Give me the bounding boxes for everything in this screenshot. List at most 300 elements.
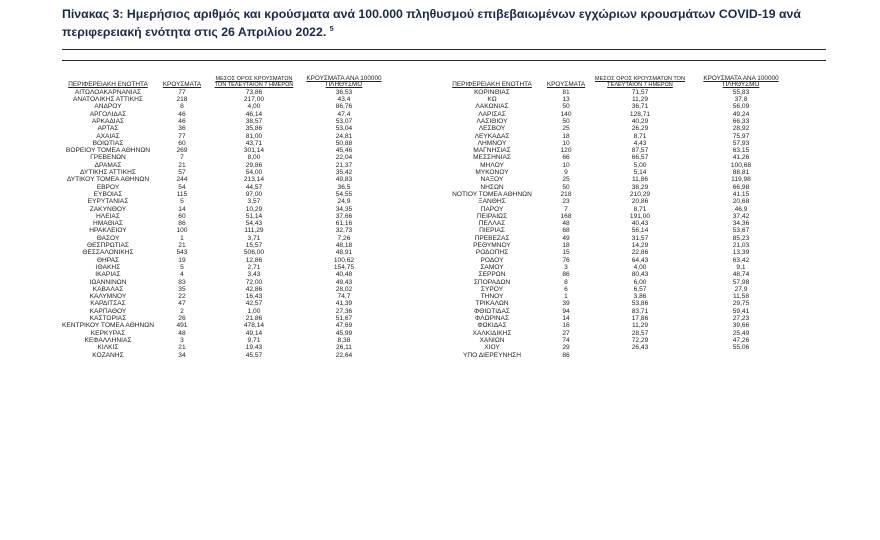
second-rule: [62, 60, 826, 61]
right-header-row: [446, 76, 796, 89]
table-row: [446, 198, 796, 205]
left-header-row: [62, 76, 390, 89]
per100k-cell: 53,67: [732, 227, 750, 235]
per100k-cell: 25,49: [732, 329, 750, 337]
table-row: [62, 125, 390, 132]
cases-cell: 86: [562, 351, 570, 359]
table-row: [62, 352, 390, 359]
table-row: [62, 111, 390, 118]
cases-cell: 25: [562, 176, 570, 184]
unit-cell: ΚΑΣΤΟΡΙΑΣ: [89, 315, 127, 323]
avg7-cell: 64,43: [631, 256, 649, 264]
cases-cell: 60: [178, 212, 186, 220]
per100k-cell: 32,73: [335, 227, 353, 235]
per100k-cell: 9,1: [736, 263, 746, 271]
avg7-cell: 35,86: [245, 125, 263, 133]
table-row: [62, 227, 390, 234]
avg7-cell: 3,43: [247, 271, 261, 279]
per100k-cell: 22,04: [335, 154, 353, 162]
per100k-cell: 27,9: [734, 285, 748, 293]
per100k-cell: 13,39: [732, 249, 750, 257]
header-unit: ΠΕΡΙΦΕΡΕΙΑΚΗ ΕΝΟΤΗΤΑ: [452, 81, 532, 89]
unit-cell: ΘΕΣΠΡΩΤΙΑΣ: [86, 242, 129, 250]
avg7-cell: 72,29: [631, 336, 649, 344]
per100k-cell: 36,5: [337, 183, 351, 191]
unit-cell: ΠΕΛΛΑΣ: [478, 220, 506, 228]
header-cases: ΚΡΟΥΣΜΑΤΑ: [546, 81, 586, 89]
unit-cell: ΧΙΟΥ: [484, 344, 500, 352]
avg7-cell: 40,29: [631, 118, 649, 125]
per100k-cell: 47,69: [335, 322, 353, 330]
avg7-cell: 478,14: [243, 322, 265, 330]
cases-cell: 47: [178, 300, 186, 308]
cases-cell: 218: [560, 190, 572, 198]
unit-cell: ΠΙΕΡΙΑΣ: [479, 227, 505, 235]
table-row: [446, 96, 796, 103]
table-row: [62, 300, 390, 307]
avg7-cell: 10,29: [245, 205, 263, 213]
avg7-cell: 43,71: [245, 139, 263, 147]
cases-cell: 5: [180, 198, 184, 206]
unit-cell: ΜΑΓΝΗΣΙΑΣ: [473, 147, 511, 155]
per100k-cell: 39,66: [732, 322, 750, 330]
unit-cell: ΚΑΒΑΛΑΣ: [92, 285, 124, 293]
unit-cell: ΓΡΕΒΕΝΩΝ: [90, 154, 126, 162]
cases-cell: 10: [562, 139, 570, 147]
cases-cell: 5: [180, 263, 184, 271]
table-row: [62, 169, 390, 176]
cases-cell: 218: [176, 96, 188, 104]
per100k-cell: 37,66: [335, 212, 353, 220]
avg7-cell: 16,43: [245, 293, 263, 301]
avg7-cell: 111,29: [244, 227, 264, 235]
per100k-cell: 20,68: [732, 198, 750, 206]
per100k-cell: 53,07: [335, 118, 353, 125]
cases-cell: 543: [176, 249, 188, 257]
per100k-cell: 21,37: [335, 161, 353, 169]
table-row: [446, 344, 796, 351]
table-row: [446, 147, 796, 154]
unit-cell: ΔΥΤΙΚΗΣ ΑΤΤΙΚΗΣ: [80, 169, 136, 177]
left-table: [62, 76, 390, 359]
table-row: [62, 322, 390, 329]
avg7-cell: [594, 352, 686, 359]
unit-cell: ΞΑΝΘΗΣ: [478, 198, 506, 206]
avg7-cell: 1,00: [247, 307, 261, 315]
table-row: [446, 300, 796, 307]
table-row: [62, 133, 390, 140]
cases-cell: 1: [180, 234, 184, 242]
avg7-cell: 5,14: [633, 169, 647, 177]
unit-cell: ΚΕΝΤΡΙΚΟΥ ΤΟΜΕΑ ΑΘΗΝΩΝ: [62, 322, 154, 330]
table-row: [62, 264, 390, 271]
cases-cell: 2: [180, 307, 184, 315]
cases-cell: 14: [178, 205, 186, 213]
cases-cell: 60: [178, 139, 186, 147]
table-row: [446, 140, 796, 147]
cases-cell: 86: [562, 271, 570, 279]
avg7-cell: 40,43: [631, 220, 649, 228]
per100k-cell: 49,24: [732, 110, 750, 118]
unit-cell: ΘΑΣΟΥ: [96, 234, 120, 242]
table-row: [446, 286, 796, 293]
table-row: [446, 227, 796, 234]
unit-cell: ΛΕΣΒΟΥ: [478, 125, 506, 133]
unit-cell: ΚΟΡΙΝΘΙΑΣ: [474, 88, 510, 96]
per100k-cell: 55,06: [732, 344, 750, 352]
unit-cell: ΛΑΡΙΣΑΣ: [478, 110, 506, 118]
unit-cell: ΧΑΛΚΙΔΙΚΗΣ: [472, 329, 512, 337]
table-caption: [62, 6, 832, 40]
cases-cell: 22: [178, 293, 186, 301]
cases-cell: 10: [562, 161, 570, 169]
unit-cell: ΙΩΑΝΝΙΝΩΝ: [89, 278, 127, 286]
per100k-cell: 57,98: [732, 278, 750, 286]
cases-cell: 26: [178, 315, 186, 323]
cases-cell: 86: [178, 220, 186, 228]
avg7-cell: 81,00: [245, 132, 263, 140]
cases-cell: 34: [178, 351, 186, 359]
table-row: [62, 140, 390, 147]
right-table-body: [446, 89, 796, 359]
table-row: [446, 337, 796, 344]
cases-cell: 4: [180, 271, 184, 279]
per100k-cell: 37,42: [732, 212, 750, 220]
avg7-cell: 44,57: [245, 183, 263, 191]
cases-cell: 115: [176, 190, 188, 198]
unit-cell: ΝΗΣΩΝ: [480, 183, 504, 191]
table-row: [62, 198, 390, 205]
table-row: [62, 279, 390, 286]
avg7-cell: 42,86: [245, 285, 263, 293]
unit-cell: ΑΡΚΑΔΙΑΣ: [91, 118, 125, 125]
per100k-cell: 27,36: [335, 307, 353, 315]
cases-cell: 21: [178, 242, 186, 250]
cases-cell: 54: [178, 183, 186, 191]
unit-cell: ΖΑΚΥΝΘΟΥ: [89, 205, 127, 213]
unit-cell: ΡΕΘΥΜΝΟΥ: [473, 242, 511, 250]
table-row: [62, 162, 390, 169]
avg7-cell: 87,57: [631, 147, 649, 155]
unit-cell: ΚΕΡΚΥΡΑΣ: [90, 329, 126, 337]
unit-cell: ΙΘΑΚΗΣ: [95, 263, 121, 271]
avg7-cell: 22,86: [631, 249, 649, 257]
table-row: [446, 162, 796, 169]
cases-cell: 48: [562, 220, 570, 228]
unit-cell: ΑΡΤΑΣ: [97, 125, 119, 133]
cases-cell: 21: [178, 344, 186, 352]
avg7-cell: 54,43: [245, 220, 263, 228]
per100k-cell: 35,42: [335, 169, 353, 177]
unit-cell: ΣΥΡΟΥ: [480, 285, 504, 293]
avg7-cell: 5,00: [633, 161, 647, 169]
cases-cell: 6: [564, 285, 568, 293]
per100k-cell: 50,88: [335, 139, 353, 147]
per100k-cell: 85,23: [732, 234, 750, 242]
header-per100k: ΚΡΟΥΣΜΑΤΑ ΑΝΑ 100000 ΠΛΗΘΥΣΜΟ: [703, 75, 779, 89]
header-unit: ΠΕΡΙΦΕΡΕΙΑΚΗ ΕΝΟΤΗΤΑ: [68, 81, 148, 89]
per100k-cell: 48,18: [335, 242, 353, 250]
avg7-cell: 54,00: [245, 169, 263, 177]
avg7-cell: 14,29: [631, 242, 649, 250]
cases-cell: 14: [562, 315, 570, 323]
cases-cell: 77: [178, 132, 186, 140]
left-table-body: [62, 89, 390, 359]
per100k-cell: 21,03: [732, 242, 750, 250]
table-row: [446, 322, 796, 329]
unit-cell: ΚΩ: [487, 96, 497, 104]
cases-cell: 16: [562, 322, 570, 330]
caption-text: Πίνακας 3: Ημερήσιος αριθμός και κρούσματα ανά 100.000 πληθυσμού επιβεβαιωμένων εγχώριων κρουσμάτων COVID-19 ανά περιφερειακή ενότητα στις 26 Απριλίου 2022.: [62, 7, 801, 40]
avg7-cell: 28,57: [631, 329, 649, 337]
unit-cell: ΚΑΡΠΑΘΟΥ: [89, 307, 127, 315]
per100k-cell: 59,41: [732, 307, 750, 315]
per100k-cell: 74,7: [337, 293, 351, 301]
per100k-cell: 49,83: [335, 176, 353, 184]
caption-footnote: 5: [329, 26, 334, 33]
avg7-cell: 19,43: [245, 344, 263, 352]
table-row: [446, 154, 796, 161]
avg7-cell: 49,14: [245, 329, 263, 337]
unit-cell: ΛΑΚΩΝΙΑΣ: [475, 103, 509, 111]
table-row: [446, 271, 796, 278]
per100k-cell: 51,67: [335, 315, 353, 323]
cases-cell: 168: [560, 212, 572, 220]
avg7-cell: 11,29: [631, 322, 648, 330]
unit-cell: ΠΕΙΡΑΙΩΣ: [476, 212, 508, 220]
table-row: [62, 337, 390, 344]
avg7-cell: 42,57: [245, 300, 263, 308]
table-row: [62, 118, 390, 125]
cases-cell: 9: [564, 169, 568, 177]
avg7-cell: 15,57: [245, 242, 263, 250]
per100k-cell: 75,97: [732, 132, 750, 140]
avg7-cell: 83,71: [631, 307, 649, 315]
avg7-cell: 506,00: [243, 249, 265, 257]
avg7-cell: 80,43: [631, 271, 649, 279]
table-row: [446, 308, 796, 315]
per100k-cell: 43,4: [337, 96, 351, 104]
avg7-cell: 97,00: [245, 190, 263, 198]
per100k-cell: 47,26: [732, 336, 750, 344]
avg7-cell: 8,71: [633, 205, 647, 213]
cases-cell: 94: [562, 307, 570, 315]
unit-cell: ΠΡΕΒΕΖΑΣ: [474, 234, 510, 242]
cases-cell: 66: [562, 154, 570, 162]
unit-cell: ΒΟΡΕΙΟΥ ΤΟΜΕΑ ΑΘΗΝΩΝ: [65, 147, 151, 155]
unit-cell: ΑΧΑΪΑΣ: [96, 132, 120, 140]
unit-cell: ΚΕΦΑΛΛΗΝΙΑΣ: [84, 336, 132, 344]
avg7-cell: 2,71: [247, 263, 261, 271]
avg7-cell: 56,14: [631, 227, 649, 235]
cases-cell: 3: [564, 263, 568, 271]
per100k-cell: 28,02: [335, 285, 353, 293]
cases-cell: 83: [178, 278, 186, 286]
table-row: [446, 264, 796, 271]
per100k-cell: 100,68: [730, 161, 752, 169]
per100k-cell: 24,81: [335, 132, 353, 140]
table-row: [62, 184, 390, 191]
unit-cell: ΔΥΤΙΚΟΥ ΤΟΜΕΑ ΑΘΗΝΩΝ: [66, 176, 150, 184]
per100k-cell: 26,11: [335, 344, 352, 352]
table-row: [446, 89, 796, 96]
unit-cell: ΑΡΓΟΛΙΔΑΣ: [89, 110, 127, 118]
unit-cell: ΑΝΔΡΟΥ: [94, 103, 122, 111]
table-row: [446, 279, 796, 286]
unit-cell: ΜΕΣΣΗΝΙΑΣ: [473, 154, 511, 162]
table-row: [62, 154, 390, 161]
avg7-cell: 71,57: [631, 88, 649, 96]
cases-cell: 81: [562, 88, 570, 96]
table-row: [446, 213, 796, 220]
table-row: [446, 293, 796, 300]
avg7-cell: 8,71: [633, 132, 647, 140]
cases-cell: 18: [562, 132, 570, 140]
avg7-cell: 38,57: [245, 118, 263, 125]
avg7-cell: 213,14: [243, 176, 265, 184]
avg7-cell: 38,29: [631, 183, 649, 191]
cases-cell: 50: [562, 103, 570, 111]
per100k-cell: 119,98: [731, 176, 751, 184]
unit-cell: ΤΗΝΟΥ: [480, 293, 504, 301]
per100k-cell: 48,74: [732, 271, 750, 279]
avg7-cell: 45,57: [245, 351, 263, 359]
avg7-cell: 51,14: [245, 212, 263, 220]
unit-cell: ΝΑΞΟΥ: [480, 176, 504, 184]
cases-cell: 140: [560, 110, 572, 118]
table-row: [62, 271, 390, 278]
per100k-cell: 22,64: [335, 351, 353, 359]
unit-cell: ΔΡΑΜΑΣ: [94, 161, 122, 169]
cases-cell: 491: [176, 322, 188, 330]
per100k-cell: 47,4: [337, 110, 351, 118]
table-row: [446, 257, 796, 264]
header-avg7: ΜΕΣΟΣ ΟΡΟΣ ΚΡΟΥΣΜΑΤΩΝ ΤΟΝ ΤΕΛΕΥΤΑΙΟΝ 7 ΗΜΕΡΩΝ: [214, 76, 294, 89]
cases-cell: 77: [178, 88, 186, 96]
unit-cell: ΠΑΡΟΥ: [480, 205, 504, 213]
per100k-cell: 49,43: [335, 278, 353, 286]
per100k-cell: 37,8: [734, 96, 748, 104]
cases-cell: 21: [178, 161, 186, 169]
per100k-cell: 86,76: [335, 103, 353, 111]
per100k-cell: 29,75: [732, 300, 750, 308]
per100k-cell: 53,04: [335, 125, 353, 133]
per100k-cell: 8,38: [337, 336, 351, 344]
table-row: [446, 235, 796, 242]
per100k-cell: 34,35: [335, 205, 353, 213]
per100k-cell: 36,53: [335, 88, 353, 96]
unit-cell: ΦΩΚΙΔΑΣ: [477, 322, 507, 330]
unit-cell: ΚΑΡΔΙΤΣΑΣ: [90, 300, 126, 308]
avg7-cell: 31,57: [631, 234, 649, 242]
cases-cell: 25: [562, 125, 570, 133]
unit-cell: ΗΜΑΘΙΑΣ: [93, 220, 123, 228]
unit-cell: ΡΟΔΟΠΗΣ: [475, 249, 509, 257]
table-row: [62, 147, 390, 154]
cases-cell: 8: [180, 103, 184, 111]
per100k-cell: 54,55: [335, 190, 353, 198]
cases-cell: 35: [178, 285, 186, 293]
avg7-cell: 20,86: [631, 198, 649, 206]
cases-cell: 29: [562, 344, 570, 352]
table-row: [446, 133, 796, 140]
table-row: [446, 315, 796, 322]
per100k-cell: 88,81: [732, 169, 750, 177]
per100k-cell: 41,15: [732, 190, 750, 198]
table-row: [446, 206, 796, 213]
cases-cell: 27: [562, 329, 570, 337]
unit-cell: ΗΡΑΚΛΕΙΟΥ: [89, 227, 127, 235]
table-row: [62, 249, 390, 256]
avg7-cell: 12,86: [245, 256, 263, 264]
avg7-cell: 3,86: [633, 293, 647, 301]
table-row: [62, 176, 390, 183]
per100k-cell: 40,48: [335, 271, 353, 279]
cases-cell: 244: [176, 176, 188, 184]
avg7-cell: 29,86: [245, 161, 263, 169]
table-row: [62, 206, 390, 213]
cases-cell: 50: [562, 118, 570, 125]
table-row: [62, 293, 390, 300]
avg7-cell: 210,29: [629, 190, 651, 198]
avg7-cell: 6,57: [633, 285, 647, 293]
avg7-cell: 4,00: [633, 263, 647, 271]
avg7-cell: 73,86: [245, 88, 263, 96]
table-row: [62, 344, 390, 351]
cases-cell: 50: [562, 183, 570, 191]
table-row: [62, 89, 390, 96]
table-row: [62, 242, 390, 249]
avg7-cell: 128,71: [629, 110, 651, 118]
avg7-cell: 46,14: [245, 110, 263, 118]
cases-cell: 36: [178, 125, 186, 133]
table-row: [62, 213, 390, 220]
unit-cell: ΕΥΒΟΙΑΣ: [93, 190, 123, 198]
unit-cell: ΦΛΩΡΙΝΑΣ: [474, 315, 510, 323]
avg7-cell: 301,14: [243, 147, 265, 155]
per100k-cell: 24,9: [337, 198, 351, 206]
unit-cell: ΑΙΤΩΛΟΑΚΑΡΝΑΝΙΑΣ: [74, 88, 142, 96]
avg7-cell: 217,00: [243, 96, 265, 104]
per100k-cell: 27,23: [732, 315, 750, 323]
cases-cell: 68: [562, 227, 570, 235]
table-row: [62, 235, 390, 242]
unit-cell: ΛΑΣΙΘΙΟΥ: [476, 118, 508, 125]
per100k-cell: 61,16: [335, 220, 353, 228]
cases-cell: 8: [564, 278, 568, 286]
unit-cell: ΤΡΙΚΑΛΩΝ: [475, 300, 509, 308]
per100k-cell: 55,83: [732, 88, 750, 96]
unit-cell: ΣΕΡΡΩΝ: [478, 271, 506, 279]
table-row: [446, 118, 796, 125]
per100k-cell: 57,93: [732, 139, 750, 147]
avg7-cell: 26,43: [631, 344, 649, 352]
table-row: [62, 286, 390, 293]
table-row: [446, 352, 796, 359]
unit-cell: ΒΟΙΩΤΙΑΣ: [92, 139, 124, 147]
unit-cell: ΛΕΥΚΑΔΑΣ: [474, 132, 510, 140]
table-row: [446, 125, 796, 132]
per100k-cell: 48,91: [335, 249, 353, 257]
cases-cell: 7: [564, 205, 568, 213]
cases-cell: 46: [178, 118, 186, 125]
unit-cell: ΦΘΙΩΤΙΔΑΣ: [474, 307, 510, 315]
unit-cell: ΚΙΛΚΙΣ: [97, 344, 119, 352]
table-row: [446, 111, 796, 118]
unit-cell: ΛΗΜΝΟΥ: [477, 139, 507, 147]
cases-cell: 19: [178, 256, 186, 264]
avg7-cell: 53,86: [631, 300, 649, 308]
